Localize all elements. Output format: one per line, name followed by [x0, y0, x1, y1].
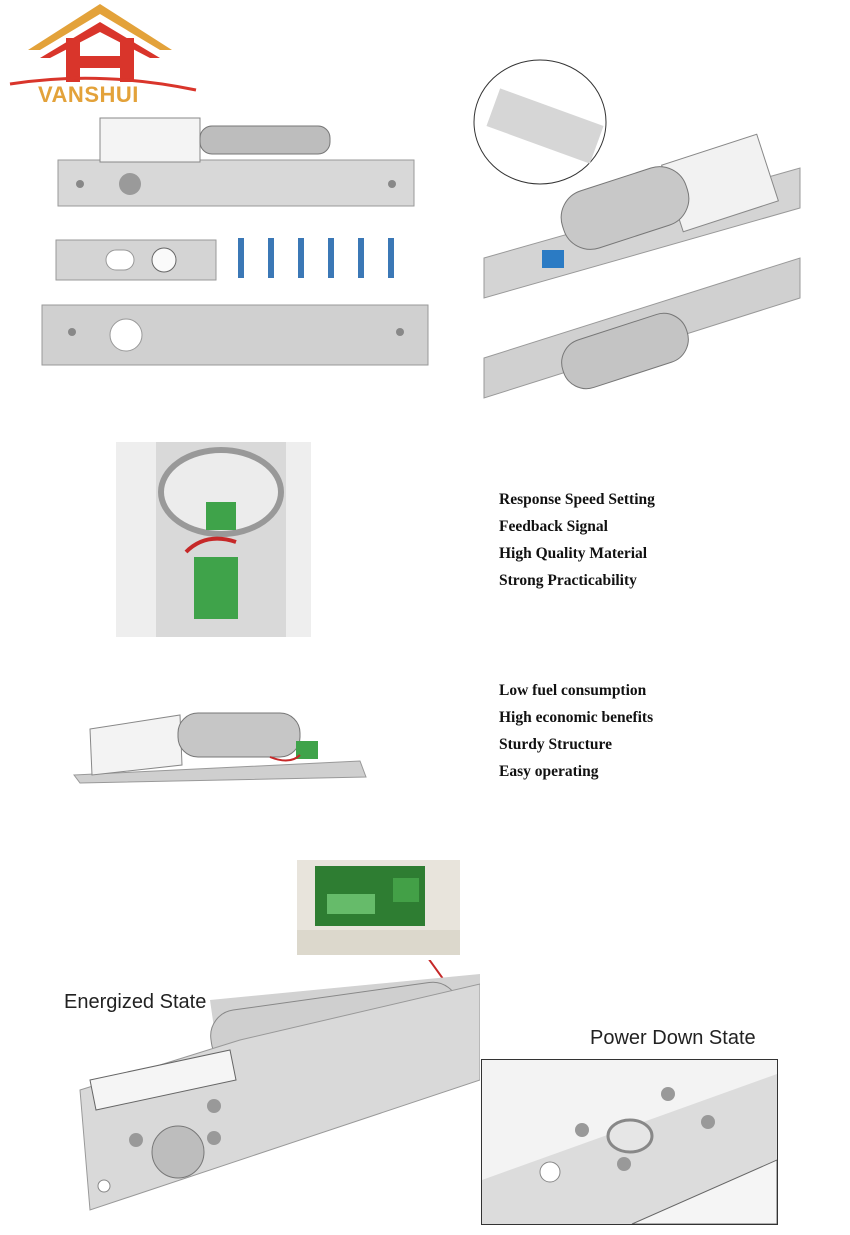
product-perspective-image: [470, 58, 810, 403]
logo-text: VANSHUI: [38, 82, 139, 107]
controller-inset-image: [297, 860, 460, 955]
features-list-2: [499, 677, 653, 785]
feature-item: High Quality Material: [499, 545, 648, 562]
feature-item: Feedback Signal: [499, 518, 608, 535]
product-parts-image: [40, 110, 440, 380]
product-side-image: [70, 695, 370, 785]
features-list-1: [499, 486, 655, 594]
energized-state-label: Energized State: [64, 991, 207, 1013]
feature-item: Strong Practicability: [499, 572, 637, 589]
brand-logo: [0, 0, 200, 110]
feature-item: Low fuel consumption: [499, 682, 647, 699]
wiring-closeup-image: [116, 442, 311, 637]
power-down-state-label: Power Down State: [590, 1027, 756, 1049]
feature-item: Response Speed Setting: [499, 491, 655, 508]
feature-item: Sturdy Structure: [499, 736, 612, 753]
feature-item: Easy operating: [499, 763, 599, 780]
power-down-state-image: [481, 1059, 778, 1225]
feature-item: High economic benefits: [499, 709, 654, 726]
